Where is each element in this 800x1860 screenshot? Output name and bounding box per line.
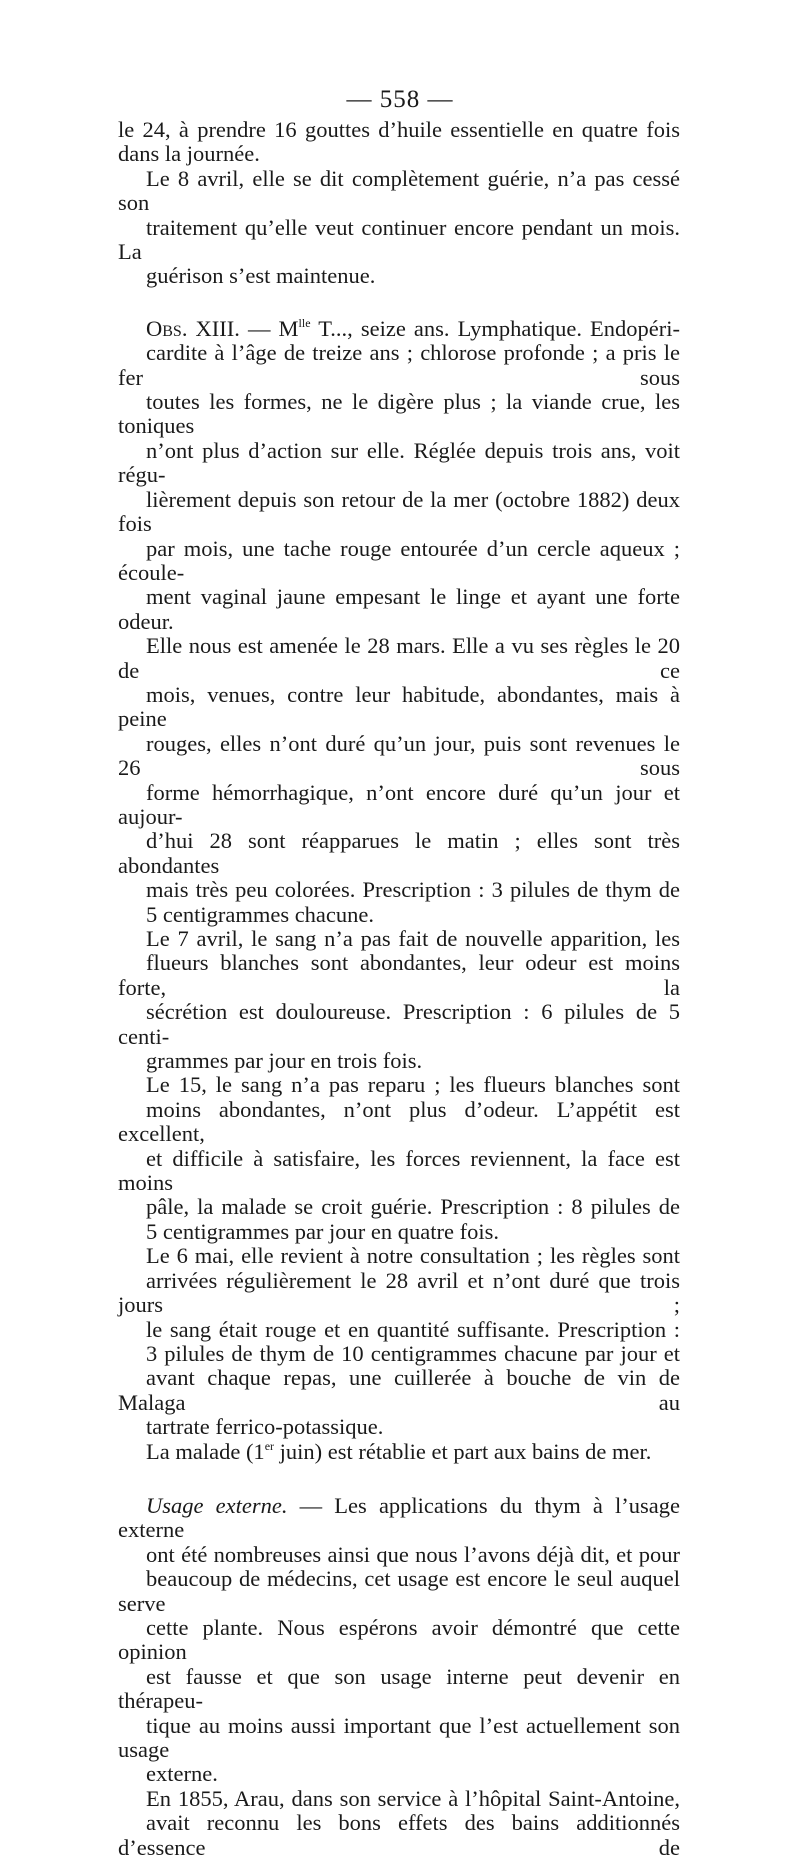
obs-line1-rest: T..., seize ans. Lymphatique. Endopéri- — [310, 315, 681, 341]
text-line: le 24, à prendre 16 gouttes d’huile essentielle en quatre fois — [118, 117, 680, 142]
text-line: arrivées régulièrement le 28 avril et n’ont duré que trois jours ; — [118, 1267, 680, 1318]
text-line: cette plante. Nous espérons avoir démontré que cette opinion — [118, 1614, 680, 1665]
text-line: avant chaque repas, une cuillerée à bouche de vin de Malaga au — [118, 1365, 680, 1415]
section-gap — [118, 1464, 680, 1494]
text-line: d’hui 28 sont réapparues le matin ; elles sont très abondantes — [118, 828, 680, 878]
text-line: guérison s’est maintenue. — [146, 263, 376, 289]
usage-title: Usage externe. — [146, 1492, 288, 1518]
text-line: ont été nombreuses ainsi que nous l’avons déjà dit, et pour — [146, 1541, 680, 1567]
text-line: tartrate ferrico-potassique. — [146, 1414, 384, 1440]
paragraph-15 — [118, 1073, 680, 1244]
text-line: Le 6 mai, elle revient à notre consultation ; les règles sont — [146, 1243, 680, 1269]
text-line: est fausse et que son usage interne peut devenir en thérapeu- — [118, 1663, 680, 1714]
text-line: traitement qu’elle veut continuer encore pendant un mois. La — [118, 214, 680, 265]
text-line: rouges, elles n’ont duré qu’un jour, puis sont revenues le 26 sous — [118, 730, 680, 781]
paragraph-juin — [118, 1440, 680, 1464]
text-line: Le 8 avril, elle se dit complètement guérie, n’a pas cessé son — [118, 165, 680, 216]
text-line: et difficile à satisfaire, les forces reviennent, la face est moins — [118, 1145, 680, 1196]
text-line — [118, 1440, 680, 1464]
text-line: lièrement depuis son retour de la mer (octobre 1882) deux fois — [118, 486, 680, 537]
paragraph-8-avril — [118, 167, 680, 289]
page-number: — 558 — — [346, 86, 454, 113]
paragraph-1855 — [118, 1787, 680, 1860]
text-line: tique au moins aussi important que l’est actuellement son usage — [118, 1712, 680, 1762]
body-text — [118, 118, 680, 1860]
text-line: 5 centigrammes par jour en quatre fois. — [146, 1218, 500, 1244]
section-gap — [118, 289, 680, 317]
text-line: 3 pilules de thym de 10 centigrammes chacune par jour et — [146, 1340, 680, 1366]
text-line: Le 15, le sang n’a pas reparu ; les flueurs blanches sont — [146, 1072, 680, 1098]
text-line: sécrétion est douloureuse. Prescription : 6 pilules de 5 centi- — [118, 999, 680, 1049]
usage-externe — [118, 1494, 680, 1787]
text-line: beaucoup de médecins, cet usage est encore le seul auquel serve — [118, 1566, 680, 1616]
text-line: le sang était rouge et en quantité suffisante. Prescription : — [146, 1316, 680, 1342]
text-line: pâle, la malade se croit guérie. Prescription : 8 pilules de — [146, 1194, 680, 1220]
text-line: forme hémorrhagique, n’ont encore duré qu’un jour et aujour- — [118, 779, 680, 829]
text-line: dans la journée. — [118, 141, 260, 167]
text-line: grammes par jour en trois fois. — [146, 1048, 423, 1074]
text-line: n’ont plus d’action sur elle. Réglée depuis trois ans, voit régu- — [118, 437, 680, 488]
text-line — [118, 1494, 680, 1543]
observation-label: Obs. XIII. — [146, 315, 240, 341]
obs-dash: — M — [239, 315, 299, 341]
juin-before: La malade (1 — [146, 1438, 265, 1464]
text-line: avait reconnu les bons effets des bains additionnés d’essence de — [118, 1810, 680, 1860]
text-line: ment vaginal jaune empesant le linge et ayant une forte odeur. — [118, 584, 680, 634]
obs-sup: lle — [298, 315, 311, 330]
text-line: toutes les formes, ne le digère plus ; la viande crue, les toniques — [118, 389, 680, 439]
text-line: 5 centigrammes chacune. — [146, 901, 375, 927]
juin-sup: er — [264, 1438, 275, 1453]
text-line: Le 7 avril, le sang n’a pas fait de nouvelle apparition, les — [146, 926, 680, 951]
text-line: flueurs blanches sont abondantes, leur odeur est moins forte, la — [118, 950, 680, 1000]
paragraph-6-mai — [118, 1244, 680, 1439]
text-line: En 1855, Arau, dans son service à l’hôpital Saint-Antoine, — [146, 1785, 680, 1811]
text-line: Elle nous est amenée le 28 mars. Elle a vu ses règles le 20 de ce — [118, 633, 680, 683]
observation-xiii — [118, 317, 680, 927]
text-line: moins abondantes, n’ont plus d’odeur. L’appétit est excellent, — [118, 1096, 680, 1147]
text-line: mois, venues, contre leur habitude, abondantes, mais à peine — [118, 681, 680, 732]
juin-after: juin) est rétablie et part aux bains de mer. — [274, 1438, 652, 1464]
paragraph-7-avril — [118, 927, 680, 1073]
text-line: mais très peu colorées. Prescription : 3 pilules de thym de — [146, 877, 680, 903]
text-line: externe. — [146, 1761, 218, 1787]
paragraph-continuation — [118, 118, 680, 167]
usage-line1-rest: — Les applications du thym à l’usage externe — [118, 1492, 680, 1543]
text-line — [118, 317, 680, 341]
text-line: cardite à l’âge de treize ans ; chlorose profonde ; a pris le fer sous — [118, 340, 680, 390]
text-line: par mois, une tache rouge entourée d’un cercle aqueux ; écoule- — [118, 535, 680, 585]
